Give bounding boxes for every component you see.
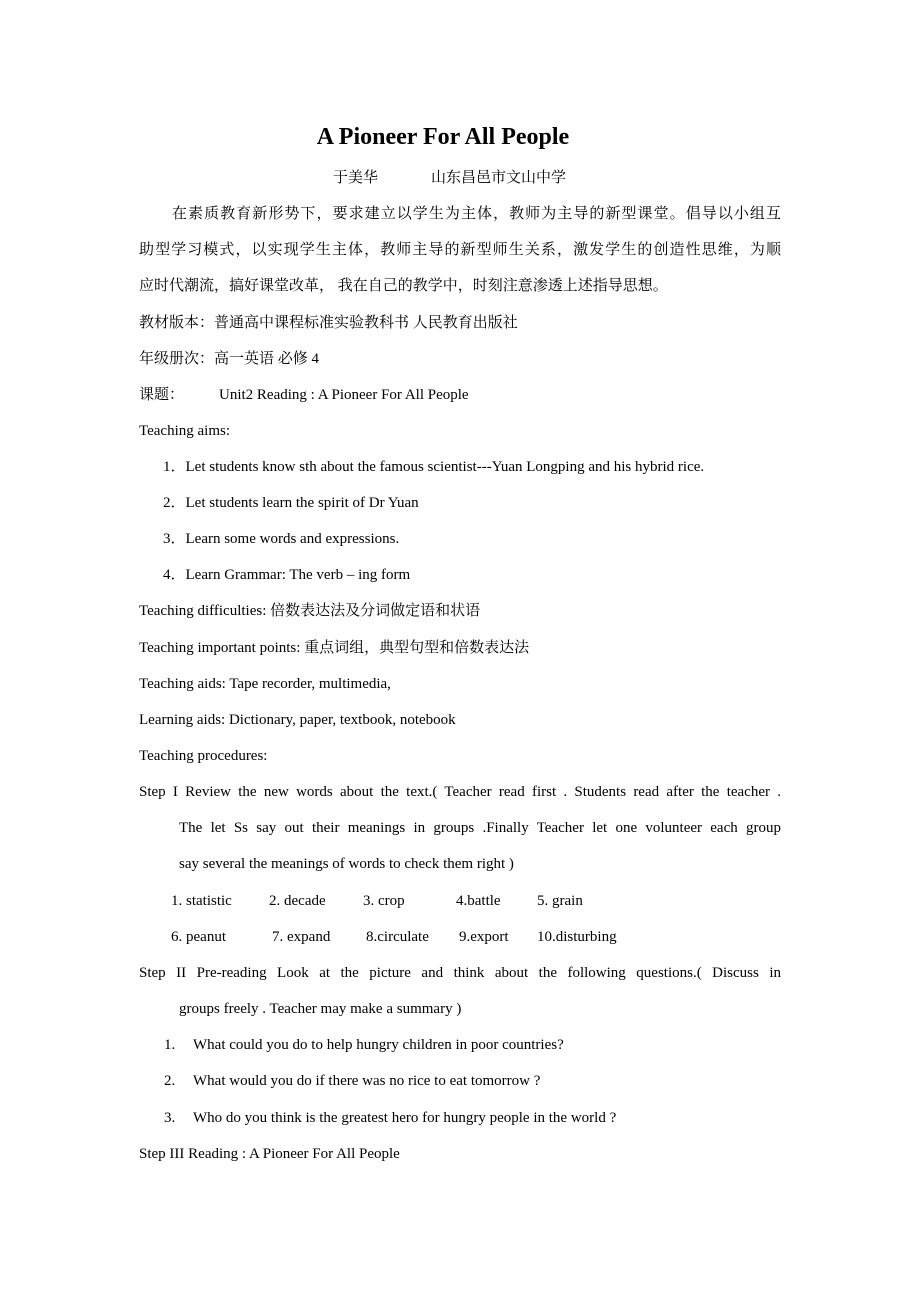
teaching-important-points: Teaching important points: 重点词组，典型句型和倍数表达法 bbox=[139, 640, 530, 656]
aim-item-4: 4．Learn Grammar: The verb – ing form bbox=[163, 567, 411, 583]
intro-line-3: 应时代潮流，搞好课堂改革， 我在自己的教学中，时刻注意渗透上述指导思想。 bbox=[139, 278, 668, 294]
question-number: 2. bbox=[164, 1073, 176, 1089]
intro-line-1: 在素质教育新形势下，要求建立以学生为主体，教师为主导的新型课堂。倡导以小组互 bbox=[172, 206, 781, 222]
word-item: 1. statistic bbox=[171, 893, 232, 909]
teaching-aids: Teaching aids: Tape recorder, multimedia, bbox=[139, 676, 391, 692]
learning-aids: Learning aids: Dictionary, paper, textbook, notebook bbox=[139, 712, 456, 728]
word-list-row-2 bbox=[0, 927, 920, 947]
procedures-heading: Teaching procedures: bbox=[139, 748, 268, 764]
grade-volume: 年级册次：高一英语 必修 4 bbox=[139, 351, 320, 367]
word-item: 4.battle bbox=[456, 893, 501, 909]
step1-line-3: say several the meanings of words to check them right ) bbox=[179, 856, 514, 872]
step2-line-2: groups freely . Teacher may make a summary ) bbox=[179, 1001, 462, 1017]
word-item: 8.circulate bbox=[366, 929, 429, 945]
word-item: 7. expand bbox=[272, 929, 331, 945]
word-item: 2. decade bbox=[269, 893, 326, 909]
question-text: What would you do if there was no rice to eat tomorrow ? bbox=[193, 1073, 541, 1089]
word-item: 5. grain bbox=[537, 893, 583, 909]
step3-heading: Step III Reading : A Pioneer For All People bbox=[139, 1146, 400, 1162]
school-name: 山东昌邑市文山中学 bbox=[431, 170, 567, 186]
document-title: A Pioneer For All People bbox=[316, 124, 570, 150]
word-list-row-1 bbox=[0, 891, 920, 911]
aim-item-3: 3．Learn some words and expressions. bbox=[163, 531, 400, 547]
aim-item-2: 2．Let students learn the spirit of Dr Yuan bbox=[163, 495, 419, 511]
step1-line-1: Step I Review the new words about the text.( Teacher read first . Students read after the teacher . bbox=[139, 784, 781, 800]
question-text: What could you do to help hungry children in poor countries? bbox=[193, 1037, 564, 1053]
step2-line-1: Step II Pre-reading Look at the picture and think about the following questions.( Discuss in bbox=[139, 965, 781, 981]
word-item: 3. crop bbox=[363, 893, 405, 909]
topic-value: Unit2 Reading : A Pioneer For All People bbox=[219, 387, 469, 403]
question-number: 3. bbox=[164, 1110, 176, 1126]
question-text: Who do you think is the greatest hero for hungry people in the world ? bbox=[193, 1110, 617, 1126]
teaching-difficulties: Teaching difficulties: 倍数表达法及分词做定语和状语 bbox=[139, 603, 481, 619]
word-item: 10.disturbing bbox=[537, 929, 617, 945]
aim-item-1: 1．Let students know sth about the famous scientist---Yuan Longping and his hybrid rice. bbox=[163, 459, 705, 475]
intro-line-2: 助型学习模式，以实现学生主体，教师主导的新型师生关系，激发学生的创造性思维，为顺 bbox=[139, 242, 781, 258]
aims-heading: Teaching aims: bbox=[139, 423, 231, 439]
word-item: 9.export bbox=[459, 929, 509, 945]
step1-line-2: The let Ss say out their meanings in groups .Finally Teacher let one volunteer each group bbox=[179, 820, 781, 836]
textbook-version: 教材版本：普通高中课程标准实验教科书 人民教育出版社 bbox=[139, 315, 518, 331]
author-name: 于美华 bbox=[333, 170, 379, 186]
topic-label: 课题： bbox=[139, 387, 185, 403]
word-item: 6. peanut bbox=[171, 929, 226, 945]
question-number: 1. bbox=[164, 1037, 176, 1053]
